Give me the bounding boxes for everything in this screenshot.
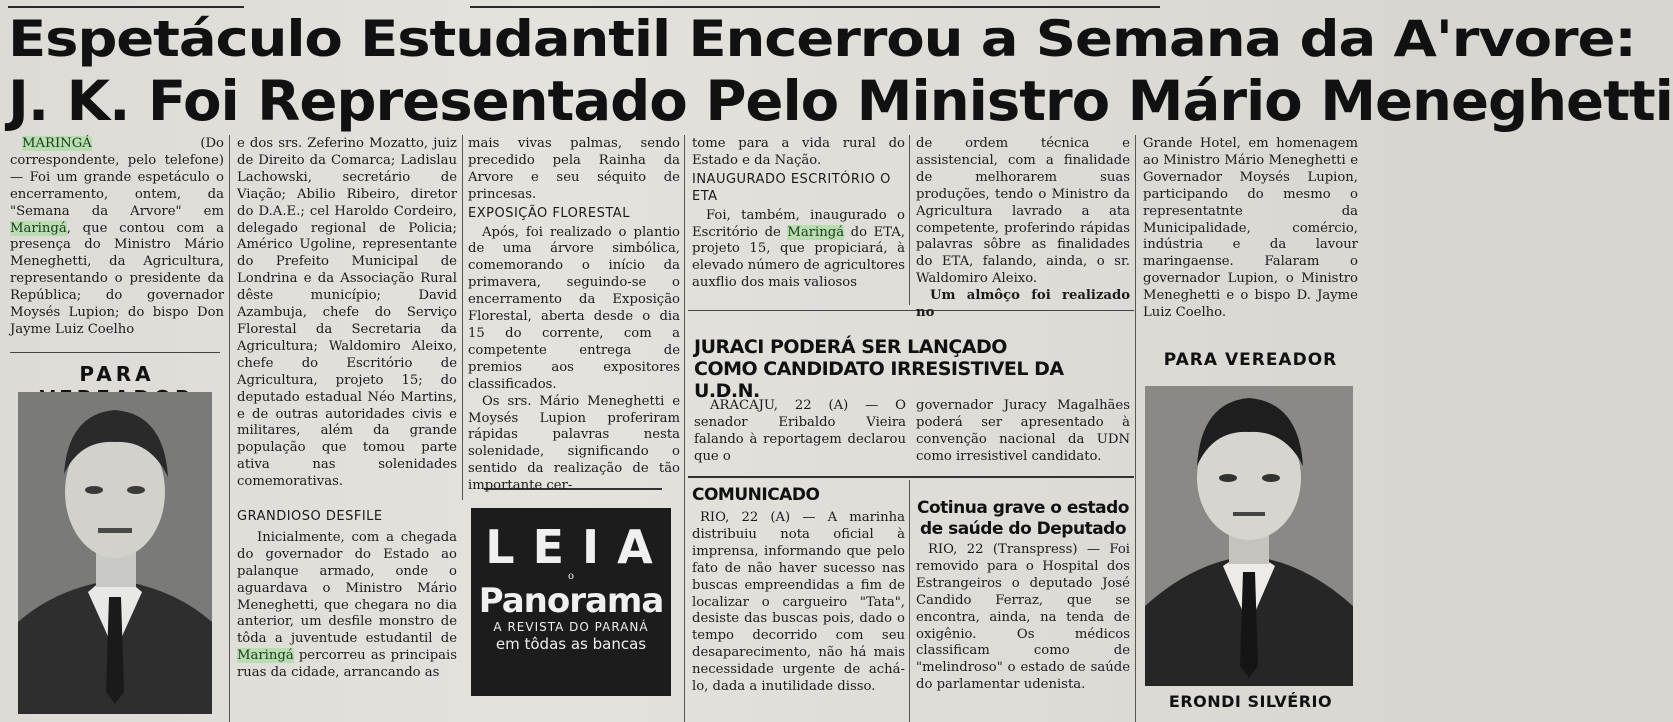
place-name: Maringá [10, 220, 67, 236]
ad-tagline: A REVISTA DO PARANÁ [493, 620, 649, 634]
section-rule [10, 352, 220, 353]
article-text: percorreu as principais ruas da cidade, arrancando as [237, 648, 457, 681]
place-name: MARINGÁ [22, 136, 92, 151]
top-rule [8, 6, 244, 8]
column-rule [462, 135, 463, 500]
article-text: Os srs. Mário Meneghetti e Moysés Lupion proferiram rápidas palavras nesta solenidade, significando o sentido da realização de tão importante cer- [468, 393, 680, 494]
subheading: INAUGURADO ESCRITÓRIO O ETA [692, 171, 891, 204]
article-text: Inicialmente, com a chegada do governador do Estado ao palanque armado, onde o aguardava o Ministro Mário Meneghetti, que chegara no dia anterior, um desfile monstro de tôda a juventude estudantil de [237, 529, 457, 647]
saude-article [916, 498, 1130, 720]
column-rule [684, 135, 685, 722]
juraci-body-left [694, 398, 906, 468]
comunicado-title: COMUNICADO [692, 485, 820, 505]
article-text: Um almôço foi realizado no [916, 288, 1130, 321]
article-text: do ETA, projeto 15, que propiciará, à elevado número de agricultores auxflio dos mais valiosos [692, 224, 905, 291]
ad-magazine-name: Panorama [478, 581, 664, 621]
panorama-advertisement [471, 508, 671, 696]
ad-leia: LEIA [485, 520, 671, 574]
para-vereador-label: PARA VEREADOR [1163, 350, 1338, 370]
article-column-3 [468, 136, 680, 494]
article-text: e dos srs. Zeferino Mozatto, juiz de Direito da Comarca; Ladislau Lachowski, secretário de Viação; Abilio Ribeiro, diretor do D.A.E.; cel Haroldo Cordeiro, delegado regional de Policia; Américo Ugoline, representante do Prefeito Municipal de Londrina e da Associação Rural dêste município; David Azambuja, chefe do Serviço Florestal da Secretaria da Agricultura; Waldomiro Aleixo, chefe do Escritório de Agricultura, projeto 15; do deputado estadual Néo Martins, e de outras autoridades civis e militares, além da grande população que tomou parte ativa nas solenidades comemorativas. [237, 136, 457, 490]
article-text: , que contou com a presença do Ministro Mário Meneghetti, da Agricultura, representando o presidente da República; do governador Moysés Lupion; do bispo Don Jayme Luiz Coelho [10, 220, 224, 337]
comunicado-article [692, 484, 905, 720]
para-vereador-label: PARA [79, 362, 155, 386]
top-rule [470, 6, 1160, 8]
article-text: (Do correspondente, pelo telefone) — Foi um grande espetáculo o encerramento, ontem, da "Semana da Arvore" em [10, 136, 224, 219]
subheading: GRANDIOSO DESFILE [237, 509, 383, 525]
headline-line-2: J. K. Foi Representado Pelo Ministro Mário Meneghetti [8, 69, 1673, 133]
column-rule [909, 135, 910, 305]
article-text: mais vivas palmas, sendo precedido pela Rainha da Arvore e seu séquito de princesas. [468, 136, 680, 202]
ad-availability: em tôdas as bancas [495, 635, 647, 653]
article-text: ARACAJU, 22 (A) — O senador Eribaldo Vieira falando à reportagem declarou que o [694, 398, 906, 464]
article-text: de ordem técnica e assistencial, com a finalidade de melhorarem suas produções, tendo o Ministro da Agricultura lavrado a ata competente, proferindo rápidas palavras sôbre as finalidades do ETA, falando, ainda, o sr. Waldomiro Aleixo. [916, 136, 1130, 287]
candidate-photo [1145, 386, 1353, 686]
column-rule [229, 135, 230, 722]
section-rule [688, 476, 1134, 478]
place-name: Maringá [237, 648, 294, 664]
article-text: Foi, também, inaugurado o Escritório de [692, 207, 905, 240]
saude-title: Cotinua grave o estado de saúde do Deputado [917, 498, 1129, 539]
article-text: Grande Hotel, em homenagem ao Ministro Mário Meneghetti e Governador Moysés Lupion, participando do mesmo o representatnte da Municipalidade, comércio, indústria e da lavour maringaense. Falaram o governador Lupion, o Ministro Meneghetti e o bispo D. Jayme Luiz Coelho. [1143, 136, 1358, 321]
candidate-photo [18, 392, 212, 714]
article-column-5 [916, 136, 1130, 321]
candidate-name-caption: ERONDI SILVÉRIO [1168, 692, 1333, 711]
article-text: RIO, 22 (A) — A marinha distribuiu nota oficial à imprensa, informando que pelo fato de não haver sucesso nas buscas empreendidas a fim de localizar o cargueiro "Tata", desiste das buscas pois, dado o tempo decorrido com seu desaparecimento, não há mais necessidade urgente de achá-lo, dada a inutilidade disso. [692, 510, 905, 695]
article-column-1 [10, 136, 224, 350]
subheading: EXPOSIÇÃO FLORESTAL [468, 205, 630, 221]
article-column-2 [237, 136, 457, 720]
juraci-headline: JURACI PODERÁ SER LANÇADO COMO CANDIDATO IRRESISTIVEL DA U.D.N. [694, 336, 1064, 402]
ad-article: o [567, 571, 575, 582]
article-text: tome para a vida rural do Estado e da Nação. [692, 136, 905, 168]
headline-line-1: Espetáculo Estudantil Encerrou a Semana da A'rvore: [8, 10, 1636, 68]
article-text: Após, foi realizado o plantio de uma árvore simbólica, comemorando o início da primavera, seguindo-se o encerramento da Exposição Florestal, aberta desde o dia 15 do corrente, com a competente entrega de premios aos expositores classificados. [468, 224, 680, 392]
article-text: RIO, 22 (Transpress) — Foi removido para o Hospital dos Estrangeiros o deputado José Candido Ferraz, que se encontra, ainda, na tenda de oxigênio. Os médicos classificam como de "melindroso" o estado de saúde do parlamentar udenista. [916, 542, 1130, 693]
article-column-4 [692, 136, 905, 306]
article-column-6 [1143, 136, 1358, 336]
place-name: Maringá [787, 224, 845, 240]
column-rule [909, 480, 910, 722]
column-rule [1135, 135, 1136, 722]
article-text: governador Juracy Magalhães poderá ser apresentado à convenção nacional da UDN como irresistivel candidato. [916, 398, 1130, 464]
juraci-body-right [916, 398, 1130, 468]
